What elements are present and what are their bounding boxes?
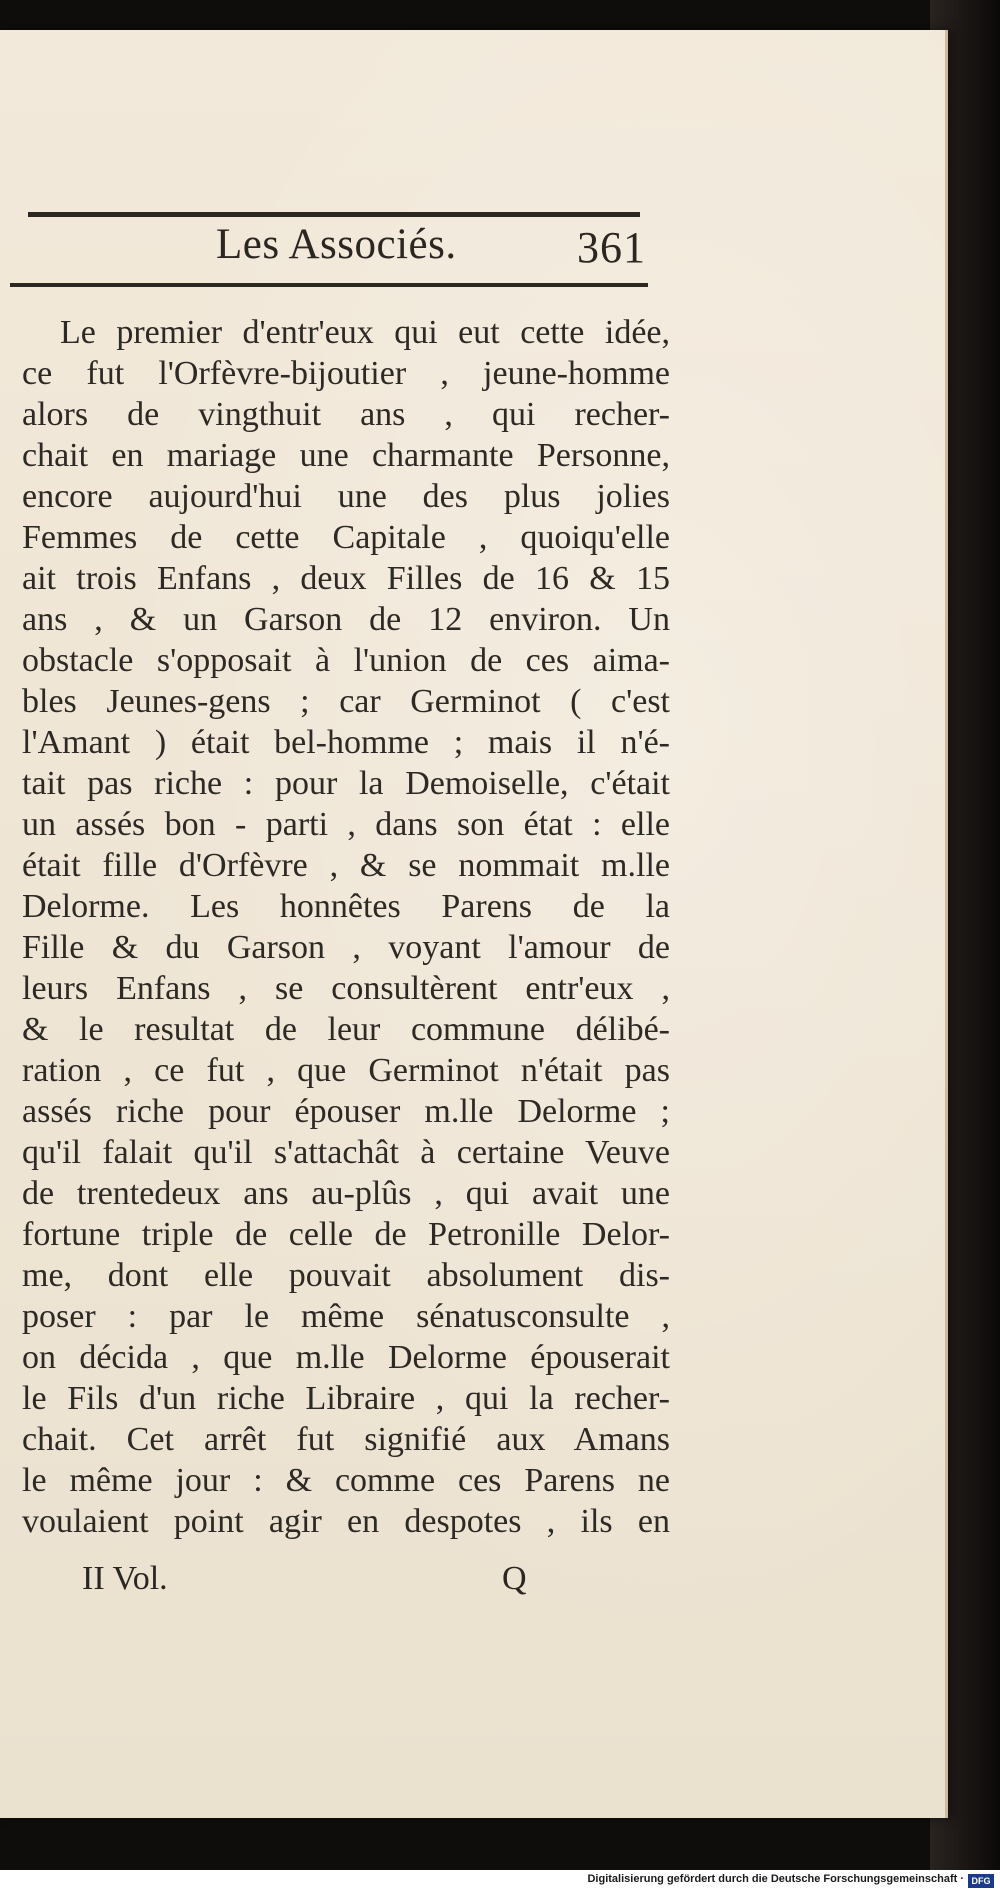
text-line: ration , ce fut , que Germinot n'était pas [22, 1052, 670, 1089]
body-text [22, 312, 670, 1542]
text-line: fortune triple de celle de Petronille Delor- [22, 1216, 670, 1253]
text-line: le Fils d'un riche Libraire , qui la recher- [22, 1380, 670, 1417]
text-line: obstacle s'opposait à l'union de ces aima- [22, 642, 670, 679]
text-line: alors de vingthuit ans , qui recher- [22, 396, 670, 433]
text-line: assés riche pour épouser m.lle Delorme ; [22, 1093, 670, 1130]
text-line: ait trois Enfans , deux Filles de 16 & 15 [22, 560, 670, 597]
scan-credit: Digitalisierung gefördert durch die Deutsche Forschungsgemeinschaft · [587, 1873, 964, 1885]
text-line: était fille d'Orfèvre , & se nommait m.lle [22, 847, 670, 884]
catchword: Q [502, 1560, 527, 1597]
text-line: qu'il falait qu'il s'attachât à certaine Veuve [22, 1134, 670, 1171]
text-line: ans , & un Garson de 12 environ. Un [22, 601, 670, 638]
text-line: un assés bon - parti , dans son état : elle [22, 806, 670, 843]
text-line: Fille & du Garson , voyant l'amour de [22, 929, 670, 966]
text-line: le même jour : & comme ces Parens ne [22, 1462, 670, 1499]
header-rule-bottom [10, 283, 648, 287]
running-title: Les Associés. [216, 221, 457, 268]
text-line: Le premier d'entr'eux qui eut cette idée, [60, 314, 670, 351]
text-line: bles Jeunes-gens ; car Germinot ( c'est [22, 683, 670, 720]
text-line: l'Amant ) était bel-homme ; mais il n'é- [22, 724, 670, 761]
text-line: me, dont elle pouvait absolument dis- [22, 1257, 670, 1294]
dfg-logo: DFG [968, 1874, 994, 1888]
text-line: Delorme. Les honnêtes Parens de la [22, 888, 670, 925]
text-line: tait pas riche : pour la Demoiselle, c'était [22, 765, 670, 802]
text-line: chait en mariage une charmante Personne, [22, 437, 670, 474]
text-line: encore aujourd'hui une des plus jolies [22, 478, 670, 515]
text-line: de trentedeux ans au-plûs , qui avait une [22, 1175, 670, 1212]
book-page [0, 30, 948, 1818]
text-line: & le resultat de leur commune délibé- [22, 1011, 670, 1048]
signature-mark: II Vol. [82, 1560, 168, 1597]
text-line: Femmes de cette Capitale , quoiqu'elle [22, 519, 670, 556]
text-line: voulaient point agir en despotes , ils en [22, 1503, 670, 1540]
text-line: on décida , que m.lle Delorme épouserait [22, 1339, 670, 1376]
text-line: poser : par le même sénatusconsulte , [22, 1298, 670, 1335]
text-line: leurs Enfans , se consultèrent entr'eux , [22, 970, 670, 1007]
page-number: 361 [577, 223, 646, 272]
header-rule-top [28, 212, 640, 217]
text-line: ce fut l'Orfèvre-bijoutier , jeune-homme [22, 355, 670, 392]
text-line: chait. Cet arrêt fut signifié aux Amans [22, 1421, 670, 1458]
